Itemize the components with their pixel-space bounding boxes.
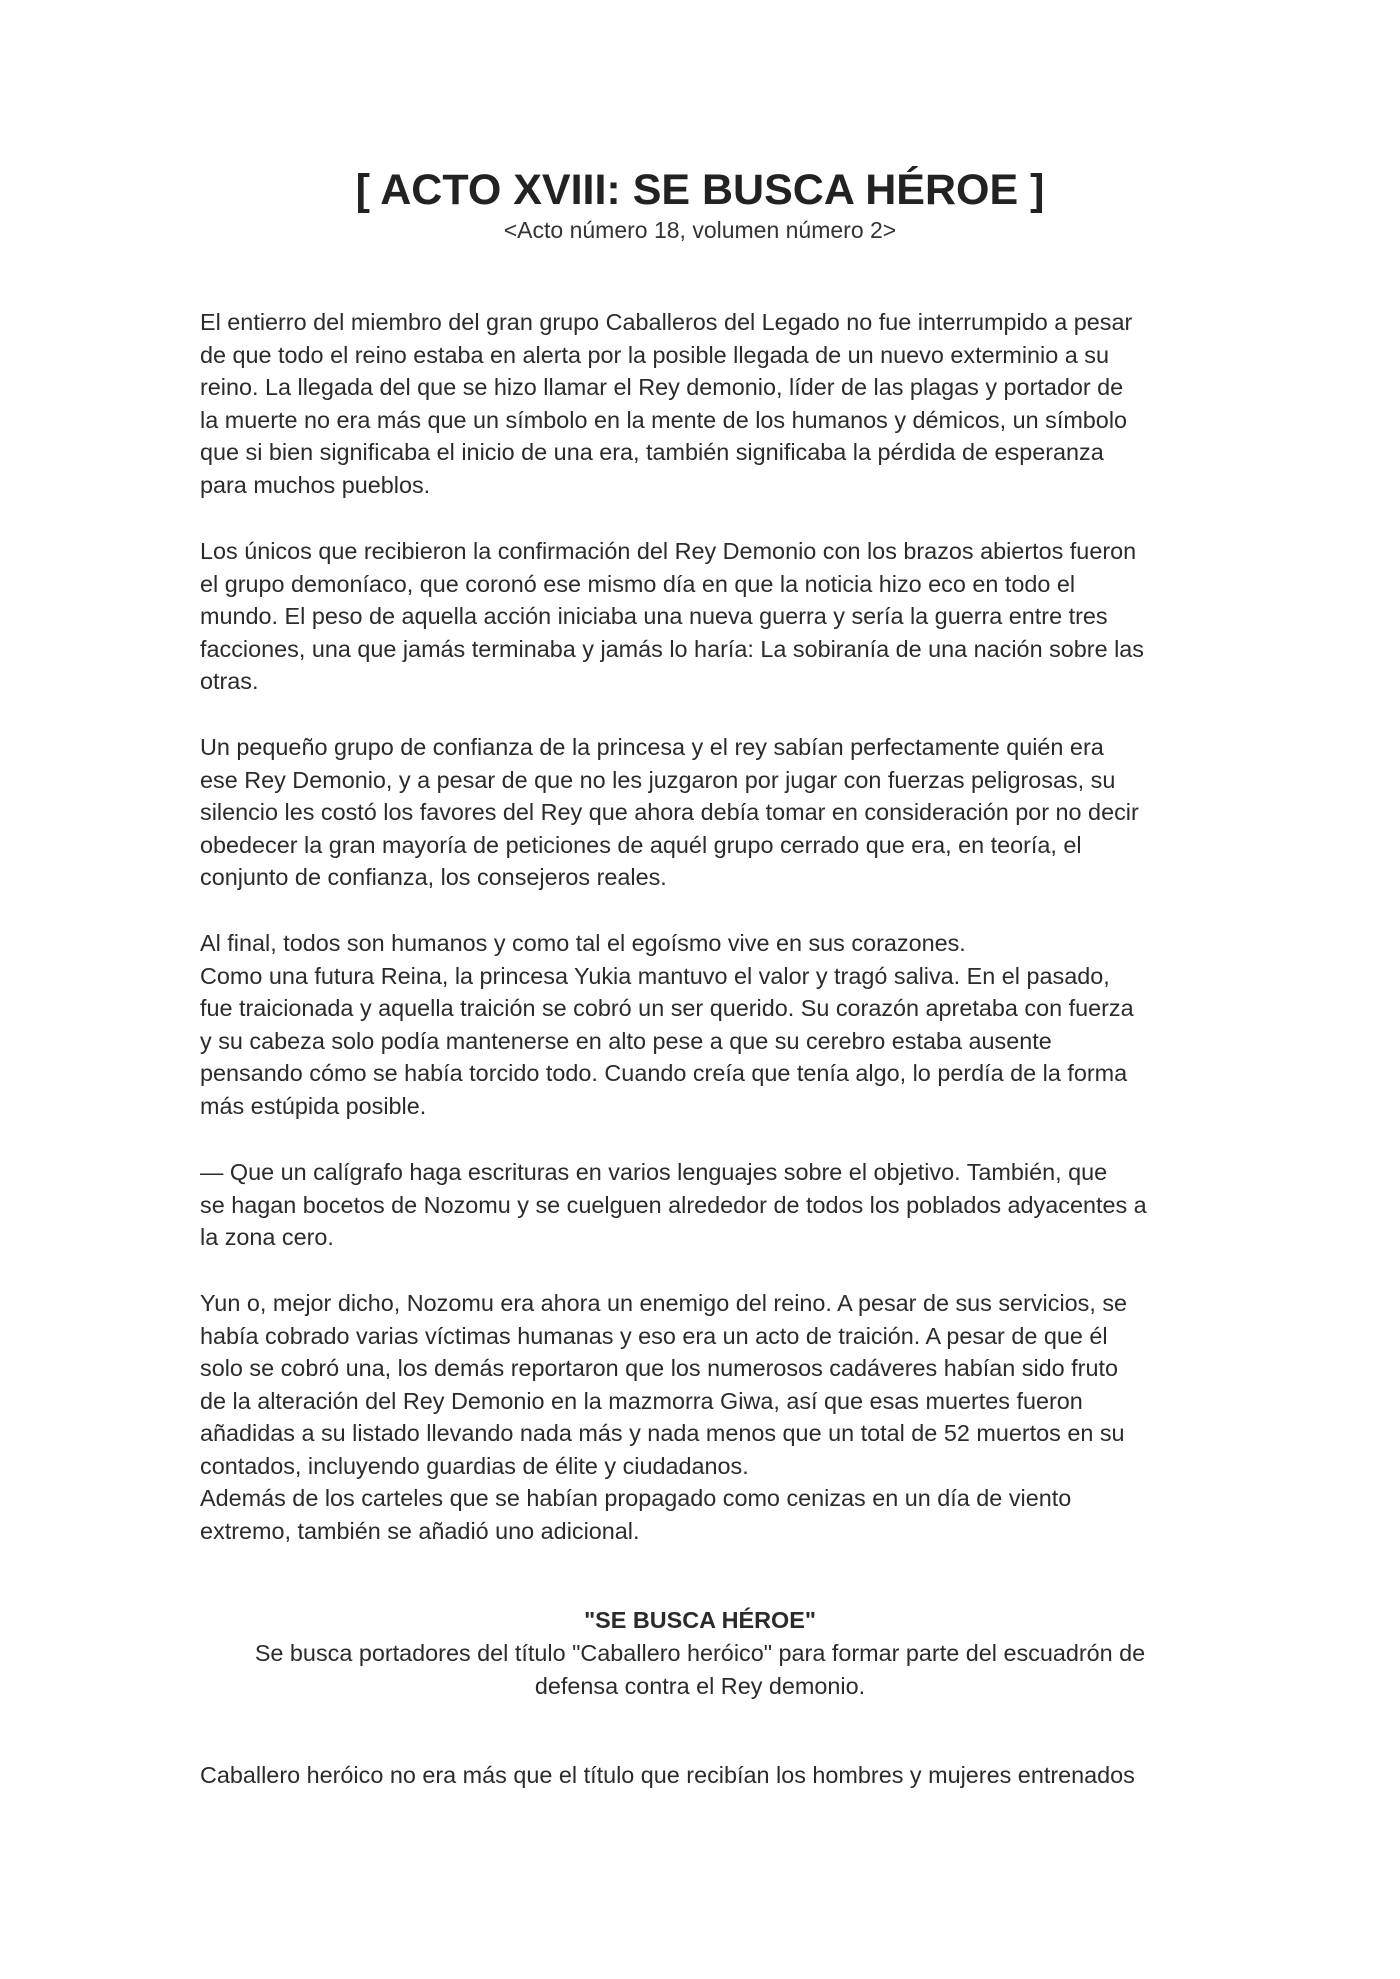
paragraph-6: Yun o, mejor dicho, Nozomu era ahora un enemigo del reino. A pesar de sus servicios, se había cobrado varias víctimas humanas y eso era un acto de traición. A pesar de que él solo se cobró una, los demás reportaron que los numerosos cadáveres habían sido fruto de la alteración del Rey Demonio en la mazmorra Giwa, así que esas muertes fueron añadidas a su listado llevando nada más y nada menos que un total de 52 muertos en su contados, incluyendo guardias de élite y ciudadanos. Además de los carteles que se habían propagado como cenizas en un día de viento extremo, también se añadió uno adicional.: [200, 1290, 1128, 1544]
final-line: Caballero heróico no era más que el título que recibían los hombres y mujeres entrenados: [200, 1762, 1135, 1788]
chapter-title: [ ACTO XVIII: SE BUSCA HÉROE ]: [355, 166, 1045, 214]
paragraph-3: Un pequeño grupo de confianza de la princesa y el rey sabían perfectamente quién era ese Rey Demonio, y a pesar de que no les juzgaron por jugar con fuerzas peligrosas, su silencio les costó los favores del Rey que ahora debía tomar en consideración por no decir obedecer la gran mayoría de peticiones de aquél grupo cerrado que era, en teoría, el conjunto de confianza, los consejeros reales.: [200, 734, 1139, 890]
paragraph-1: El entierro del miembro del gran grupo Caballeros del Legado no fue interrumpido a pesar de que todo el reino estaba en alerta por la posible llegada de un nuevo exterminio a su reino. La llegada del que se hizo llamar el Rey demonio, líder de las plagas y portador de la muerte no era más que un símbolo en la mente de los humanos y démicos, un símbolo que si bien significaba el inicio de una era, también significaba la pérdida de esperanza para muchos pueblos.: [200, 309, 1133, 498]
paragraph-2: Los únicos que recibieron la confirmación del Rey Demonio con los brazos abiertos fueron el grupo demoníaco, que coronó ese mismo día en que la noticia hizo eco en todo el mundo. El peso de aquella acción iniciaba una nueva guerra y sería la guerra entre tres facciones, una que jamás terminaba y jamás lo haría: La sobiranía de una nación sobre las otras.: [200, 538, 1144, 694]
paragraph-4: Al final, todos son humanos y como tal el egoísmo vive en sus corazones. Como una futura Reina, la princesa Yukia mantuvo el valor y tragó saliva. En el pasado, fue traicionada y aquella traición se cobró un ser querido. Su corazón apretaba con fuerza y su cabeza solo podía mantenerse en alto pese a que su cerebro estaba ausente pensando cómo se había torcido todo. Cuando creía que tenía algo, lo perdía de la forma más estúpida posible.: [200, 930, 1134, 1119]
paragraph-5-dialogue: — Que un calígrafo haga escrituras en varios lenguajes sobre el objetivo. También, que se hagan bocetos de Nozomu y se cuelguen alrededor de todos los poblados adyacentes a la zona cero.: [200, 1159, 1147, 1250]
poster-title: "SE BUSCA HÉROE": [584, 1607, 816, 1633]
poster-text: Se busca portadores del título "Caballero heróico" para formar parte del escuadrón de defensa contra el Rey demonio.: [254, 1640, 1146, 1699]
chapter-subtitle: <Acto número 18, volumen número 2>: [503, 217, 897, 243]
